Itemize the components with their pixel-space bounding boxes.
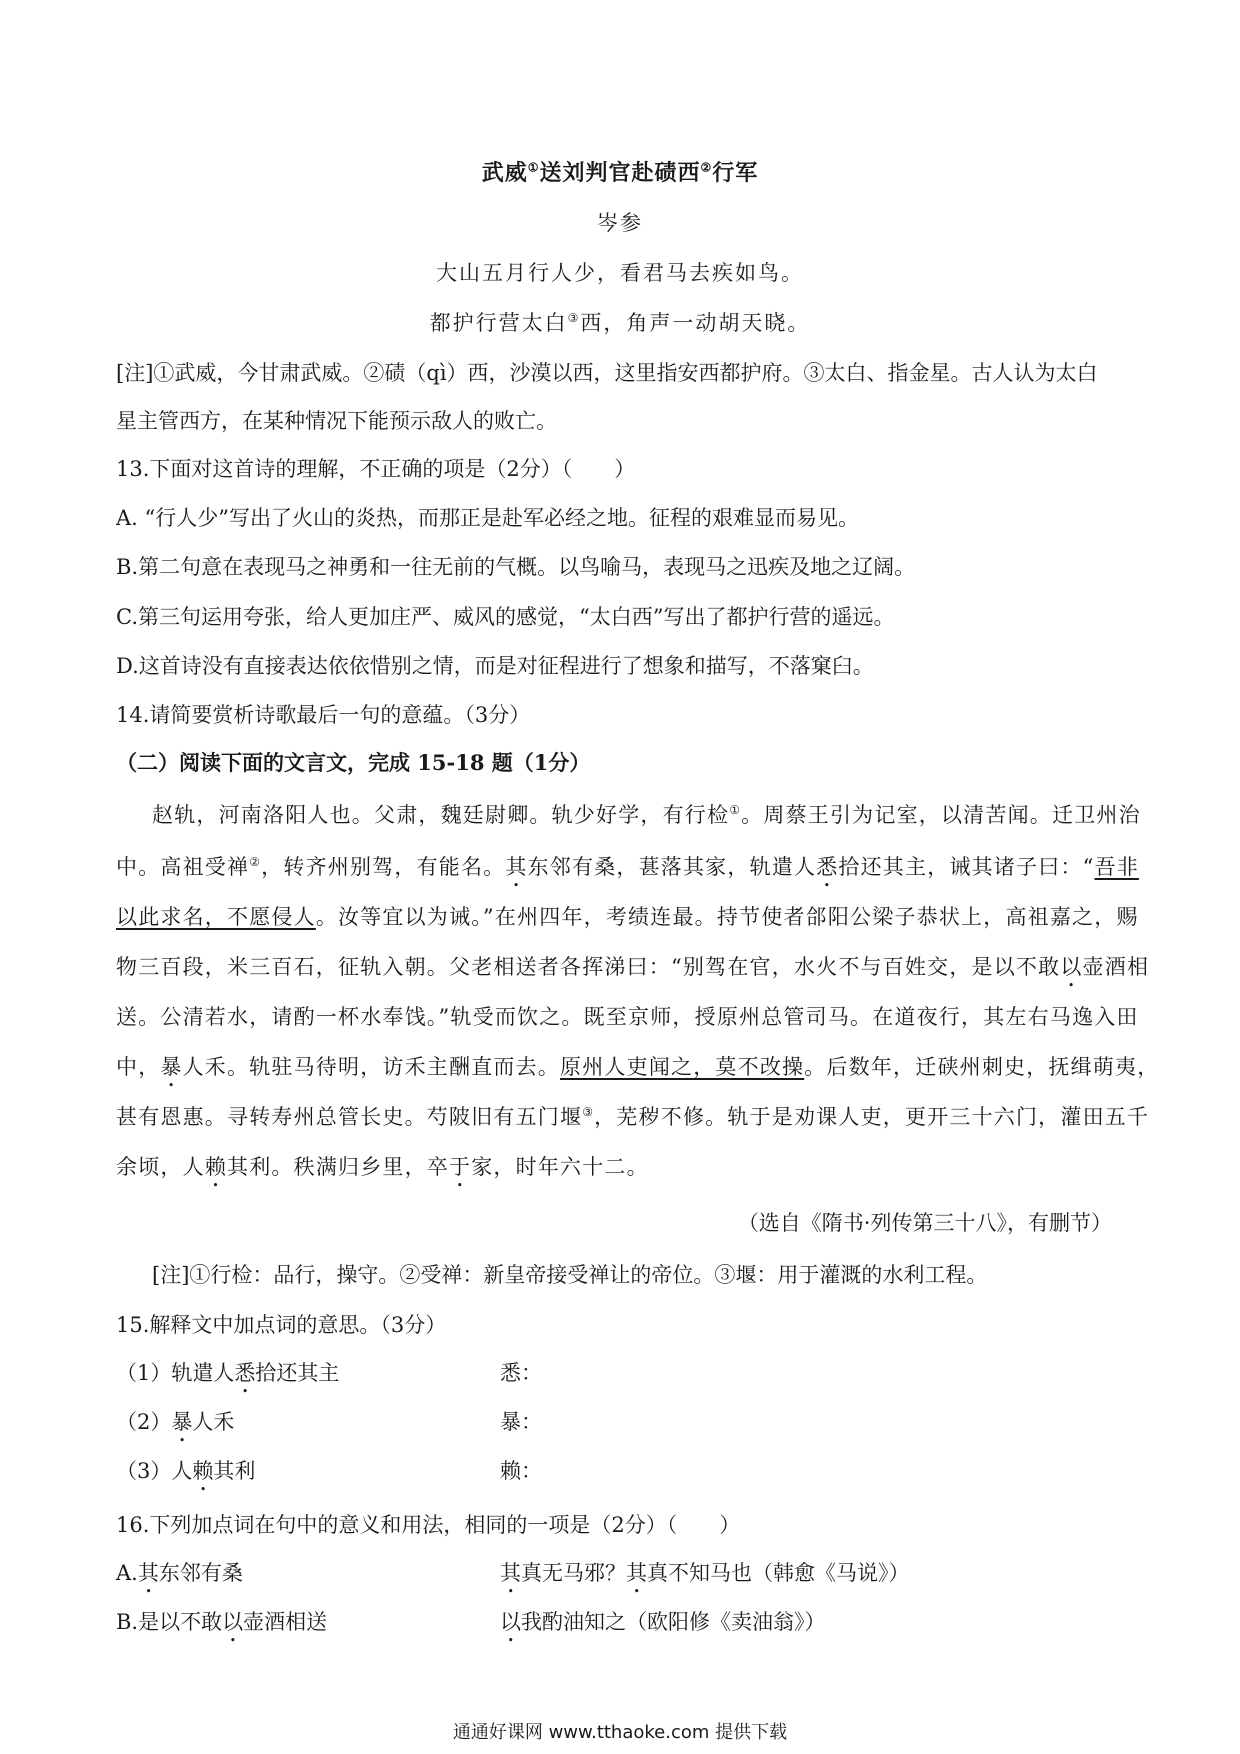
poem-line-1: 大山五月行人少，看君马去疾如鸟。 [436,261,804,285]
item-text: （3）人 [116,1459,193,1483]
answer-key-label: 赖： [500,1459,542,1483]
passage-text: 甚有恩惠。寻转寿州总管长史。芍陂旧有五门堰 [116,1105,583,1129]
q16-option-b [116,1607,1116,1647]
option-text: 真不知马也（韩愈《马说》） [647,1561,910,1585]
dotted-word: 于 [449,1155,472,1179]
dotted-word: 其 [626,1561,647,1585]
q15-item-3 [116,1456,1116,1496]
underlined-sentence: 原州人吏闻之，莫不改操 [560,1055,805,1079]
option-text: 真无马邪？ [521,1561,626,1585]
item-text: 其利 [213,1459,256,1483]
option-text: 东邻有桑 [158,1561,243,1585]
passage-text: 壶酒相 [1082,955,1150,979]
poem-author: 岑参 [597,211,643,235]
passage-line-2 [116,852,1139,892]
dotted-word: 其 [500,1561,521,1585]
passage-text: 东邻有桑，葚落其家，轨遣人 [527,855,817,879]
answer-key-label: 悉： [500,1361,542,1385]
item-text: （1）轨遣人 [116,1361,235,1385]
passage-text: 余顷，人 [116,1155,205,1179]
option-text: B.是以不敢 [116,1610,223,1634]
answer-key-label: 暴： [500,1410,542,1434]
poem-note-line-1: [注]①武威，今甘肃武威。②碛（qì）西，沙漠以西，这里指安西都护府。③太白、指金星。古人认为太白 [116,361,1098,385]
footnote-mark: ① [729,803,742,817]
passage-line-3 [116,902,1139,932]
dotted-word: 其 [137,1561,159,1585]
dotted-word: 以 [222,1610,244,1634]
q15-item-1 [116,1358,1116,1398]
poem-title-part: 武威 [481,160,528,186]
option-text: 壶酒相送 [243,1610,328,1634]
q16-option-a-compare [500,1558,910,1598]
q13-option-d: D.这首诗没有直接表达依依惜别之情，而是对征程进行了想象和描写，不落窠臼。 [116,654,874,678]
q13-option-b: B.第二句意在表现马之神勇和一往无前的气概。以鸟喻马，表现马之迅疾及地之辽阔。 [116,555,916,579]
passage-text: ，芜秽不修。轨于是劝课人吏，更开三十六门，灌田五千 [594,1105,1150,1129]
dotted-word: 暴 [171,1410,193,1434]
passage-line-7 [116,1102,1150,1132]
section-2-heading: （二）阅读下面的文言文，完成 15-18 题（1分） [116,750,591,775]
q15-stem: 15.解释文中加点词的意思。（3分） [116,1313,447,1337]
dotted-word: 悉 [234,1361,256,1385]
q16-option-a [116,1558,1116,1598]
poem-title [0,158,1240,188]
dotted-word: 以 [500,1610,521,1634]
passage-text: 赵轨，河南洛阳人也。父肃，魏廷尉卿。轨少好学，有行检 [152,803,730,827]
passage-text: 其利。秩满归乡里，卒 [227,1155,450,1179]
q15-item-2 [116,1407,1116,1447]
page-footer: 通通好课网 www.tthaoke.com 提供下载 [452,1722,788,1743]
underlined-sentence: 吾非 [1094,855,1139,879]
passage-text: 中， [116,1055,161,1079]
dotted-word: 暴 [160,1055,183,1079]
passage-text: 拾还其主，诫其诸子曰：“ [838,855,1095,879]
passage-text: ，转齐州别驾，有能名。 [261,855,506,879]
poem-text: 西，角声一动胡天晓。 [580,311,811,335]
item-text: 拾还其主 [255,1361,340,1385]
footnote-mark: ① [527,160,540,175]
footnote-mark: ③ [567,311,581,325]
poem-note-line-2: 星主管西方，在某种情况下能预示敌人的败亡。 [116,409,557,433]
poem-title-part: 行军 [712,160,759,186]
underlined-sentence: 以此求名，不愿侵人 [116,905,316,929]
footnote-mark: ② [700,160,713,175]
q13-stem: 13.下面对这首诗的理解，不正确的项是（2分）（ ） [116,457,636,481]
poem-title-part: 送刘判官赴碛西 [539,160,701,186]
passage-line-8 [116,1152,1126,1192]
dotted-word: 悉 [816,855,839,879]
footnote-mark: ② [249,855,262,869]
q13-option-a: A. “行人少”写出了火山的炎热，而那正是赴军必经之地。征程的艰难显而易见。 [116,506,859,530]
dotted-word: 赖 [192,1459,214,1483]
item-text: （2） [116,1410,172,1434]
passage-text: 。后数年，迁硖州刺史，抚缉萌夷， [804,1055,1160,1079]
dotted-word: 以 [1060,955,1083,979]
passage-text: 中。高祖受禅 [116,855,250,879]
passage-text: 物三百段，米三百石，征轨入朝。父老相送者各挥涕曰：“别驾在官，水火不与百姓交，是以不敢 [116,955,1061,979]
passage-source: （选自《隋书·列传第三十八》，有删节） [737,1211,1112,1235]
footnote-mark: ③ [582,1105,595,1119]
option-text: 我酌油知之（欧阳修《卖油翁》） [521,1610,826,1634]
passage-text: 人禾。轨驻马待明，访禾主酬直而去。 [182,1055,561,1079]
dotted-word: 赖 [204,1155,228,1179]
item-text: 人禾 [192,1410,235,1434]
q13-option-c: C.第三句运用夸张，给人更加庄严、威风的感觉，“太白西”写出了都护行营的遥远。 [116,605,895,629]
dotted-word: 其 [505,855,528,879]
q16-stem: 16.下列加点词在句中的意义和用法，相同的一项是（2分）（ ） [116,1513,741,1537]
passage-text: 。周蔡王引为记室，以清苦闻。迁卫州治 [741,803,1141,827]
q16-option-b-compare [500,1607,826,1647]
option-text: A. [116,1561,138,1585]
passage-line-4 [116,952,1150,992]
poem-line-2 [0,308,1240,338]
passage-line-5: 送。公清若水，请酌一杯水奉饯。”轨受而饮之。既至京师，授原州总管司马。在道夜行，其左右马逸入田 [116,1005,1139,1029]
poem-text: 都护行营太白 [429,311,568,335]
passage-line-6 [116,1052,1160,1092]
passage-note: [注]①行检：品行，操守。②受禅：新皇帝接受禅让的帝位。③堰：用于灌溉的水利工程。 [152,1263,988,1287]
passage-text: 。汝等宜以为诫。”在州四年，考绩连最。持节使者郃阳公梁子恭状上，高祖嘉之，赐 [315,905,1139,929]
passage-text: 家，时年六十二。 [471,1155,649,1179]
passage-line-1 [152,800,1141,830]
q14-stem: 14.请简要赏析诗歌最后一句的意蕴。（3分） [116,703,531,727]
